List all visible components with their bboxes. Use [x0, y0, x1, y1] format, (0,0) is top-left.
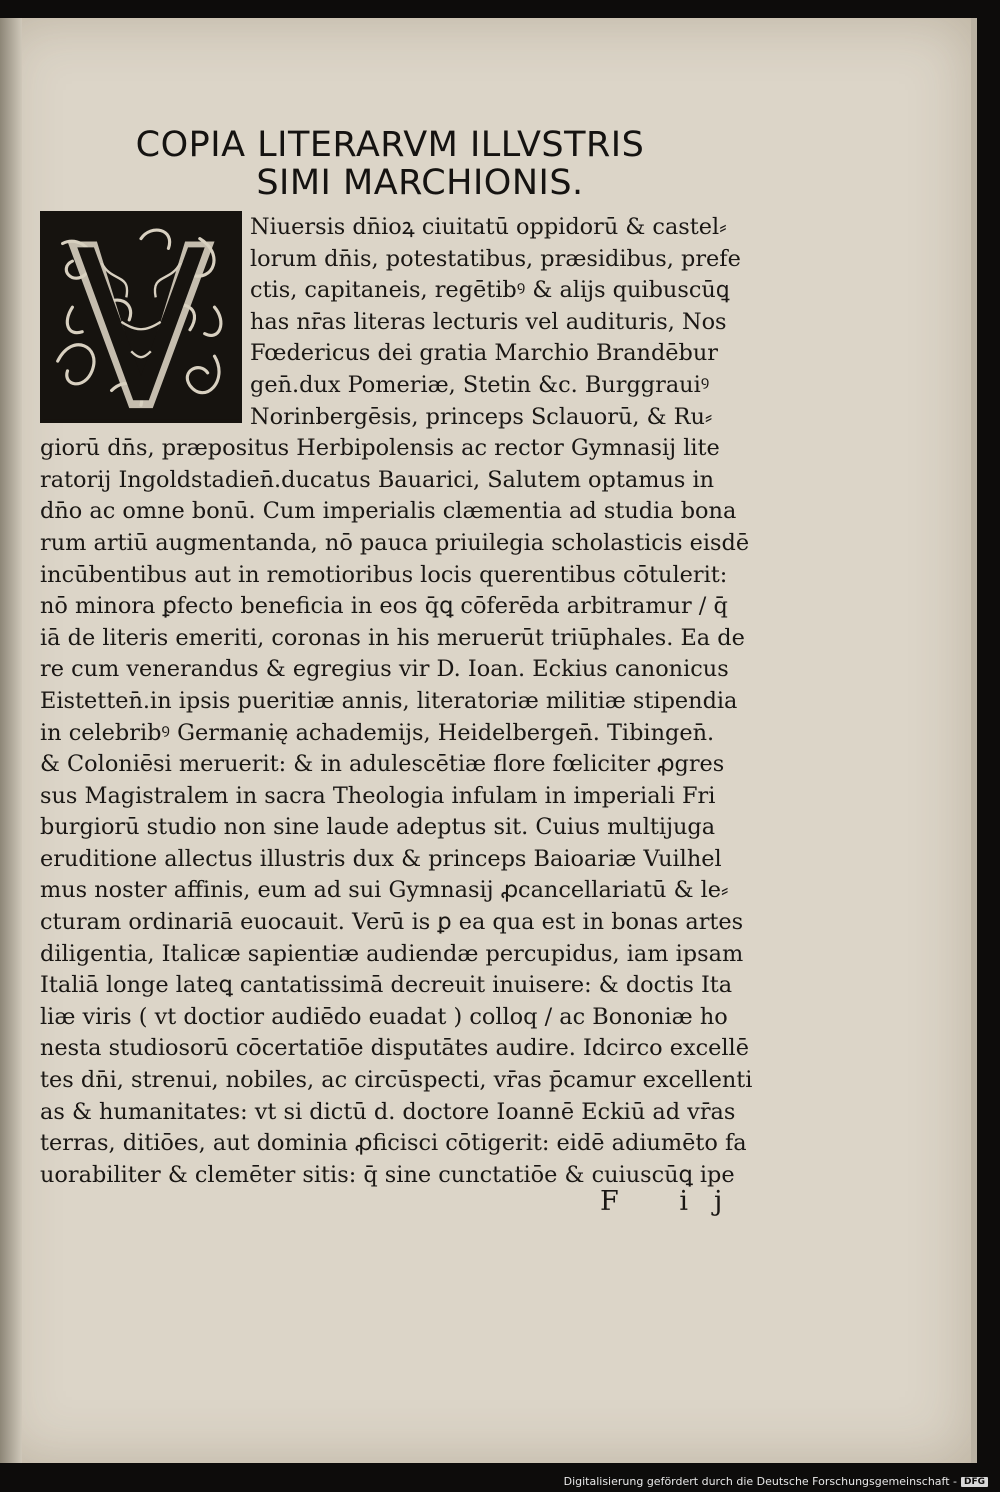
body-line: diligentia, Italicæ sapientiæ audiendæ percupidus, iam ipsam — [40, 940, 744, 967]
body-line: burgiorū studio non sine laude adeptus sit. Cuius multijuga — [40, 814, 716, 841]
credit-text: Digitalisierung gefördert durch die Deutsche Forschungsgemeinschaft - — [563, 1475, 957, 1488]
body-line: cturam ordinariā euocauit. Verū is ꝑ ea qua est in bonas artes — [40, 909, 744, 936]
body-line: ctis, capitaneis, regētibꝰ & alijs quibuscūꝗ — [250, 277, 730, 304]
body-line: giorū dn̄s, præpositus Herbipolensis ac rector Gymnasij lite — [40, 435, 720, 462]
body-line: nō minora ꝑfecto beneficia in eos q̄ꝗ cōferēda arbitramur / q̄ — [40, 593, 728, 620]
body-line: has nr̄as literas lecturis vel audituris, Nos — [250, 308, 727, 335]
digitization-credit — [564, 1475, 988, 1488]
body-line: Niuersis dn̄ioꝝ ciuitatū oppidorū & castel⸗ — [250, 214, 727, 240]
body-line: Fœdericus dei gratia Marchio Brandēbur — [250, 340, 719, 367]
book-page — [0, 18, 977, 1463]
title-line-1: COPIA LITERARVM ILLVSTRIS — [135, 125, 645, 165]
body-line: as & humanitates: vt si dictū d. doctore Ioannē Eckiū ad vr̄as — [40, 1098, 736, 1125]
body-line: terras, ditiōes, aut dominia ꝓficisci cōtigerit: eidē adiumēto fa — [40, 1130, 747, 1157]
body-line: dn̄o ac omne bonū. Cum imperialis clæmentia ad studia bona — [40, 498, 737, 525]
body-line: Norinbergēsis, princeps Sclauorū, & Ru⸗ — [250, 403, 713, 430]
body-line: iā de literis emeriti, coronas in his meruerūt triūphales. Ea de — [40, 624, 745, 651]
dfg-logo-icon: DFG — [961, 1477, 988, 1487]
body-line: ratorij Ingoldstadien̄.ducatus Bauarici, Salutem optamus in — [40, 466, 715, 493]
body-line: re cum venerandus & egregius vir D. Ioan. Eckius canonicus — [40, 656, 729, 683]
title-line-2: SIMI MARCHIONIS. — [256, 163, 584, 203]
body-line: sus Magistralem in sacra Theologia infulam in imperiali Fri — [40, 782, 716, 809]
body-line: Eistetten̄.in ipsis pueritiæ annis, literatoriæ militiæ stipendia — [40, 687, 738, 714]
body-line: in celebribꝰ Germanię achademijs, Heidelbergen̄. Tibingen̄. — [40, 719, 715, 746]
body-line: nesta studiosorū cōcertatiōe disputātes audire. Idcirco excellē — [40, 1035, 749, 1062]
page-title — [70, 126, 710, 202]
body-line: uorabiliter & clemēter sitis: q̄ sine cunctatiōe & cuiuscūꝗ ipe — [40, 1161, 735, 1188]
body-line: gen̄.dux Pomeriæ, Stetin &c. Burggrauiꝰ — [250, 371, 710, 398]
body-line: incūbentibus aut in remotioribus locis querentibus cōtulerit: — [40, 561, 728, 588]
body-line: lorum dn̄is, potestatibus, præsidibus, prefe — [250, 245, 741, 272]
body-line: & Coloniēsi meruerit: & in adulescētiæ flore fœliciter ꝓgres — [40, 751, 725, 778]
body-line: Italiā longe lateꝗ cantatissimā decreuit inuisere: & doctis Ita — [40, 972, 733, 999]
body-line: mus noster affinis, eum ad sui Gymnasij ꝓcancellariatū & le⸗ — [40, 877, 729, 904]
body-line: rum artiū augmentanda, nō pauca priuilegia scholasticis eisdē — [40, 529, 750, 556]
body-line: liæ viris ( vt doctior audiēdo euadat ) colloq / ac Bononiæ ho — [40, 1003, 728, 1030]
body-text — [40, 212, 756, 1191]
signature-mark: F ij — [600, 1186, 749, 1217]
body-line: eruditione allectus illustris dux & princeps Baioariæ Vuilhel — [40, 845, 722, 872]
body-line: tes dn̄i, strenui, nobiles, ac circūspecti, vr̄as p̄camur excellenti — [40, 1067, 753, 1094]
